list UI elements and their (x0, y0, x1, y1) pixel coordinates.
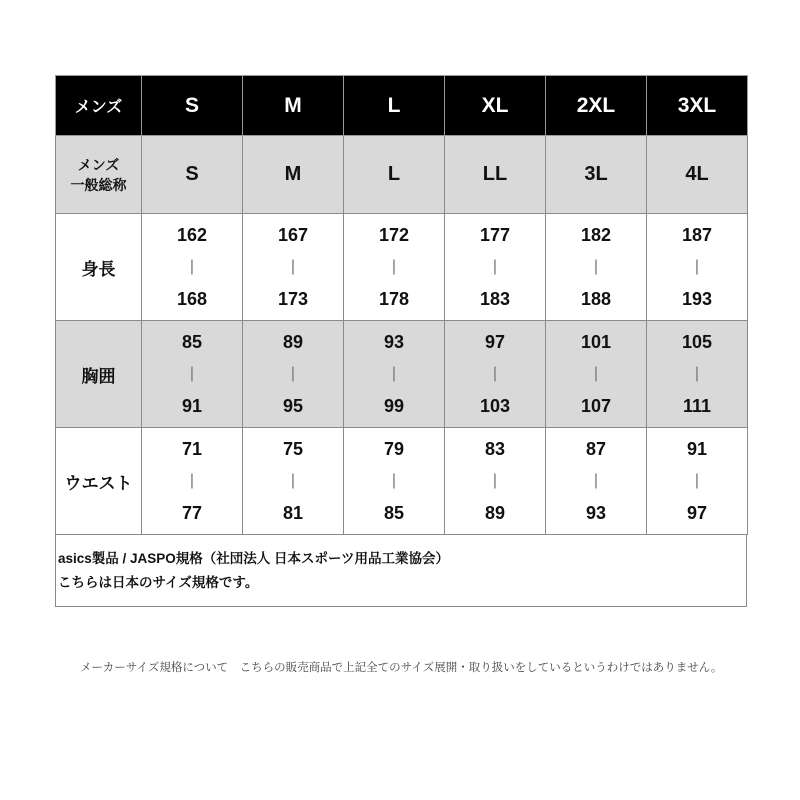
size-header-m: M (243, 76, 344, 136)
height-label: 身長 (56, 214, 142, 321)
general-size-row (56, 136, 748, 214)
height-row (56, 214, 748, 321)
waist-row (56, 428, 748, 535)
general-size-cell: S (142, 136, 243, 214)
note-line-2: こちらは日本のサイズ規格です。 (58, 575, 259, 590)
general-size-cell: L (344, 136, 445, 214)
height-cell: 172 | 178 (344, 214, 445, 321)
general-label-line2: 一般総称 (70, 176, 127, 193)
chest-cell: 93 | 99 (344, 321, 445, 428)
size-table (55, 75, 748, 535)
general-size-cell: 3L (546, 136, 647, 214)
waist-cell: 79 | 85 (344, 428, 445, 535)
height-cell: 162 | 168 (142, 214, 243, 321)
height-cell: 177 | 183 (445, 214, 546, 321)
waist-cell: 91 | 97 (647, 428, 748, 535)
waist-cell: 75 | 81 (243, 428, 344, 535)
header-label: メンズ (56, 76, 142, 136)
size-header-2xl: 2XL (546, 76, 647, 136)
chest-cell: 97 | 103 (445, 321, 546, 428)
footer-disclaimer: メーカーサイズ規格について こちらの販売商品で上記全てのサイズ展開・取り扱いをしているというわけではありません。 (80, 662, 723, 674)
size-header-3xl: 3XL (647, 76, 748, 136)
general-size-label (56, 136, 142, 214)
note-line-1: asics製品 / JASPO規格（社団法人 日本スポーツ用品工業協会） (58, 551, 450, 566)
waist-cell: 71 | 77 (142, 428, 243, 535)
general-size-cell: 4L (647, 136, 748, 214)
size-header-s: S (142, 76, 243, 136)
chest-label: 胸囲 (56, 321, 142, 428)
general-size-cell: M (243, 136, 344, 214)
chest-cell: 85 | 91 (142, 321, 243, 428)
size-header-l: L (344, 76, 445, 136)
standard-note (55, 535, 747, 607)
waist-label: ウエスト (56, 428, 142, 535)
chest-cell: 101 | 107 (546, 321, 647, 428)
height-cell: 167 | 173 (243, 214, 344, 321)
height-cell: 187 | 193 (647, 214, 748, 321)
chest-row (56, 321, 748, 428)
general-size-cell: LL (445, 136, 546, 214)
chest-cell: 105 | 111 (647, 321, 748, 428)
general-label-line1: メンズ (77, 156, 120, 173)
waist-cell: 87 | 93 (546, 428, 647, 535)
size-header-xl: XL (445, 76, 546, 136)
chest-cell: 89 | 95 (243, 321, 344, 428)
size-chart (55, 75, 747, 607)
height-cell: 182 | 188 (546, 214, 647, 321)
waist-cell: 83 | 89 (445, 428, 546, 535)
header-row (56, 76, 748, 136)
